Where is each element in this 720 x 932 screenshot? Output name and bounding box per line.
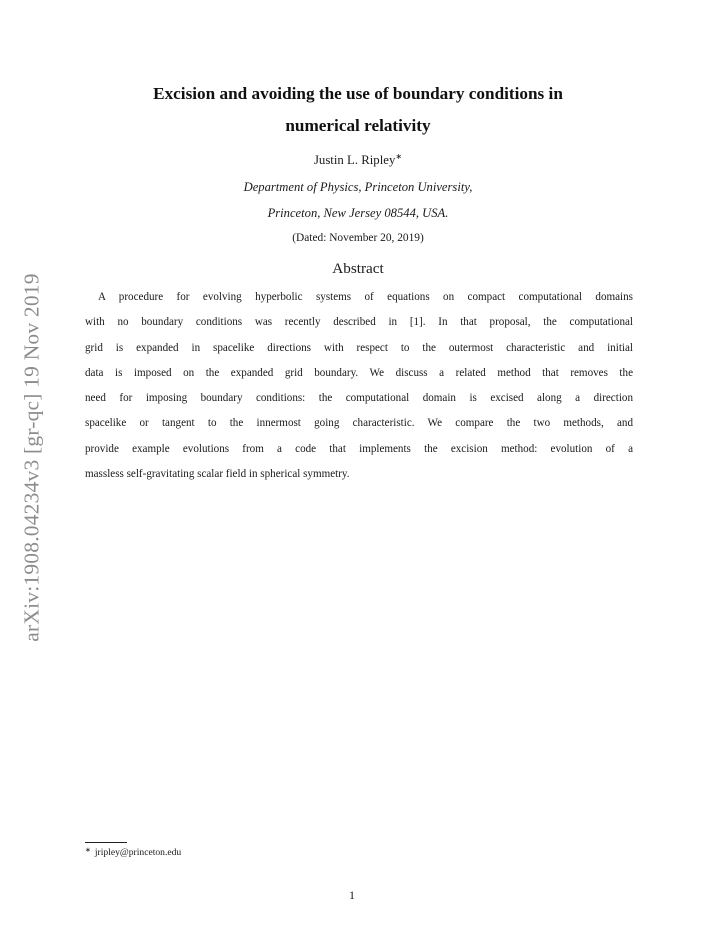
affiliation-line-2: Princeton, New Jersey 08544, USA. bbox=[267, 206, 449, 220]
arxiv-identifier-text: arXiv:1908.04234v3 [gr-qc] 19 Nov 2019 bbox=[19, 272, 44, 642]
dated-line: (Dated: November 20, 2019) bbox=[292, 232, 424, 244]
footnote-marker: ∗ bbox=[85, 846, 91, 854]
author-footnote-marker: ∗ bbox=[395, 152, 403, 161]
abstract-line: with no boundary conditions was recently described in [1]. In that proposal, the computational bbox=[85, 316, 633, 329]
abstract-line: grid is expanded in spacelike directions with respect to the outermost characteristic and initial bbox=[85, 341, 633, 354]
affiliation-line-1: Department of Physics, Princeton University, bbox=[243, 180, 473, 194]
paper-title-line-2: numerical relativity bbox=[285, 116, 431, 135]
footnote-divider bbox=[85, 842, 127, 843]
footnote bbox=[85, 847, 181, 858]
paper-title-line-1: Excision and avoiding the use of boundary conditions in bbox=[153, 84, 563, 103]
abstract-line: massless self-gravitating scalar field in spherical symmetry. bbox=[85, 468, 350, 481]
paper-title bbox=[90, 78, 626, 142]
abstract-line: A procedure for evolving hyperbolic systems of equations on compact computational domains bbox=[98, 291, 633, 303]
author-line bbox=[90, 153, 626, 168]
abstract-body bbox=[85, 285, 633, 487]
abstract-line: provide example evolutions from a code that implements the excision method: evolution of a bbox=[85, 442, 633, 455]
abstract-line: spacelike or tangent to the innermost going characteristic. We compare the two methods, and bbox=[85, 417, 633, 430]
footnote-email: jripley@princeton.edu bbox=[94, 847, 182, 858]
abstract-heading: Abstract bbox=[332, 260, 384, 277]
abstract-line: need for imposing boundary conditions: the computational domain is excised along a direction bbox=[85, 392, 633, 405]
abstract-line: data is imposed on the expanded grid boundary. We discuss a related method that removes the bbox=[85, 366, 633, 379]
author-name: Justin L. Ripley bbox=[313, 153, 396, 167]
page-number: 1 bbox=[349, 888, 355, 902]
arxiv-identifier-stamp bbox=[14, 252, 50, 662]
